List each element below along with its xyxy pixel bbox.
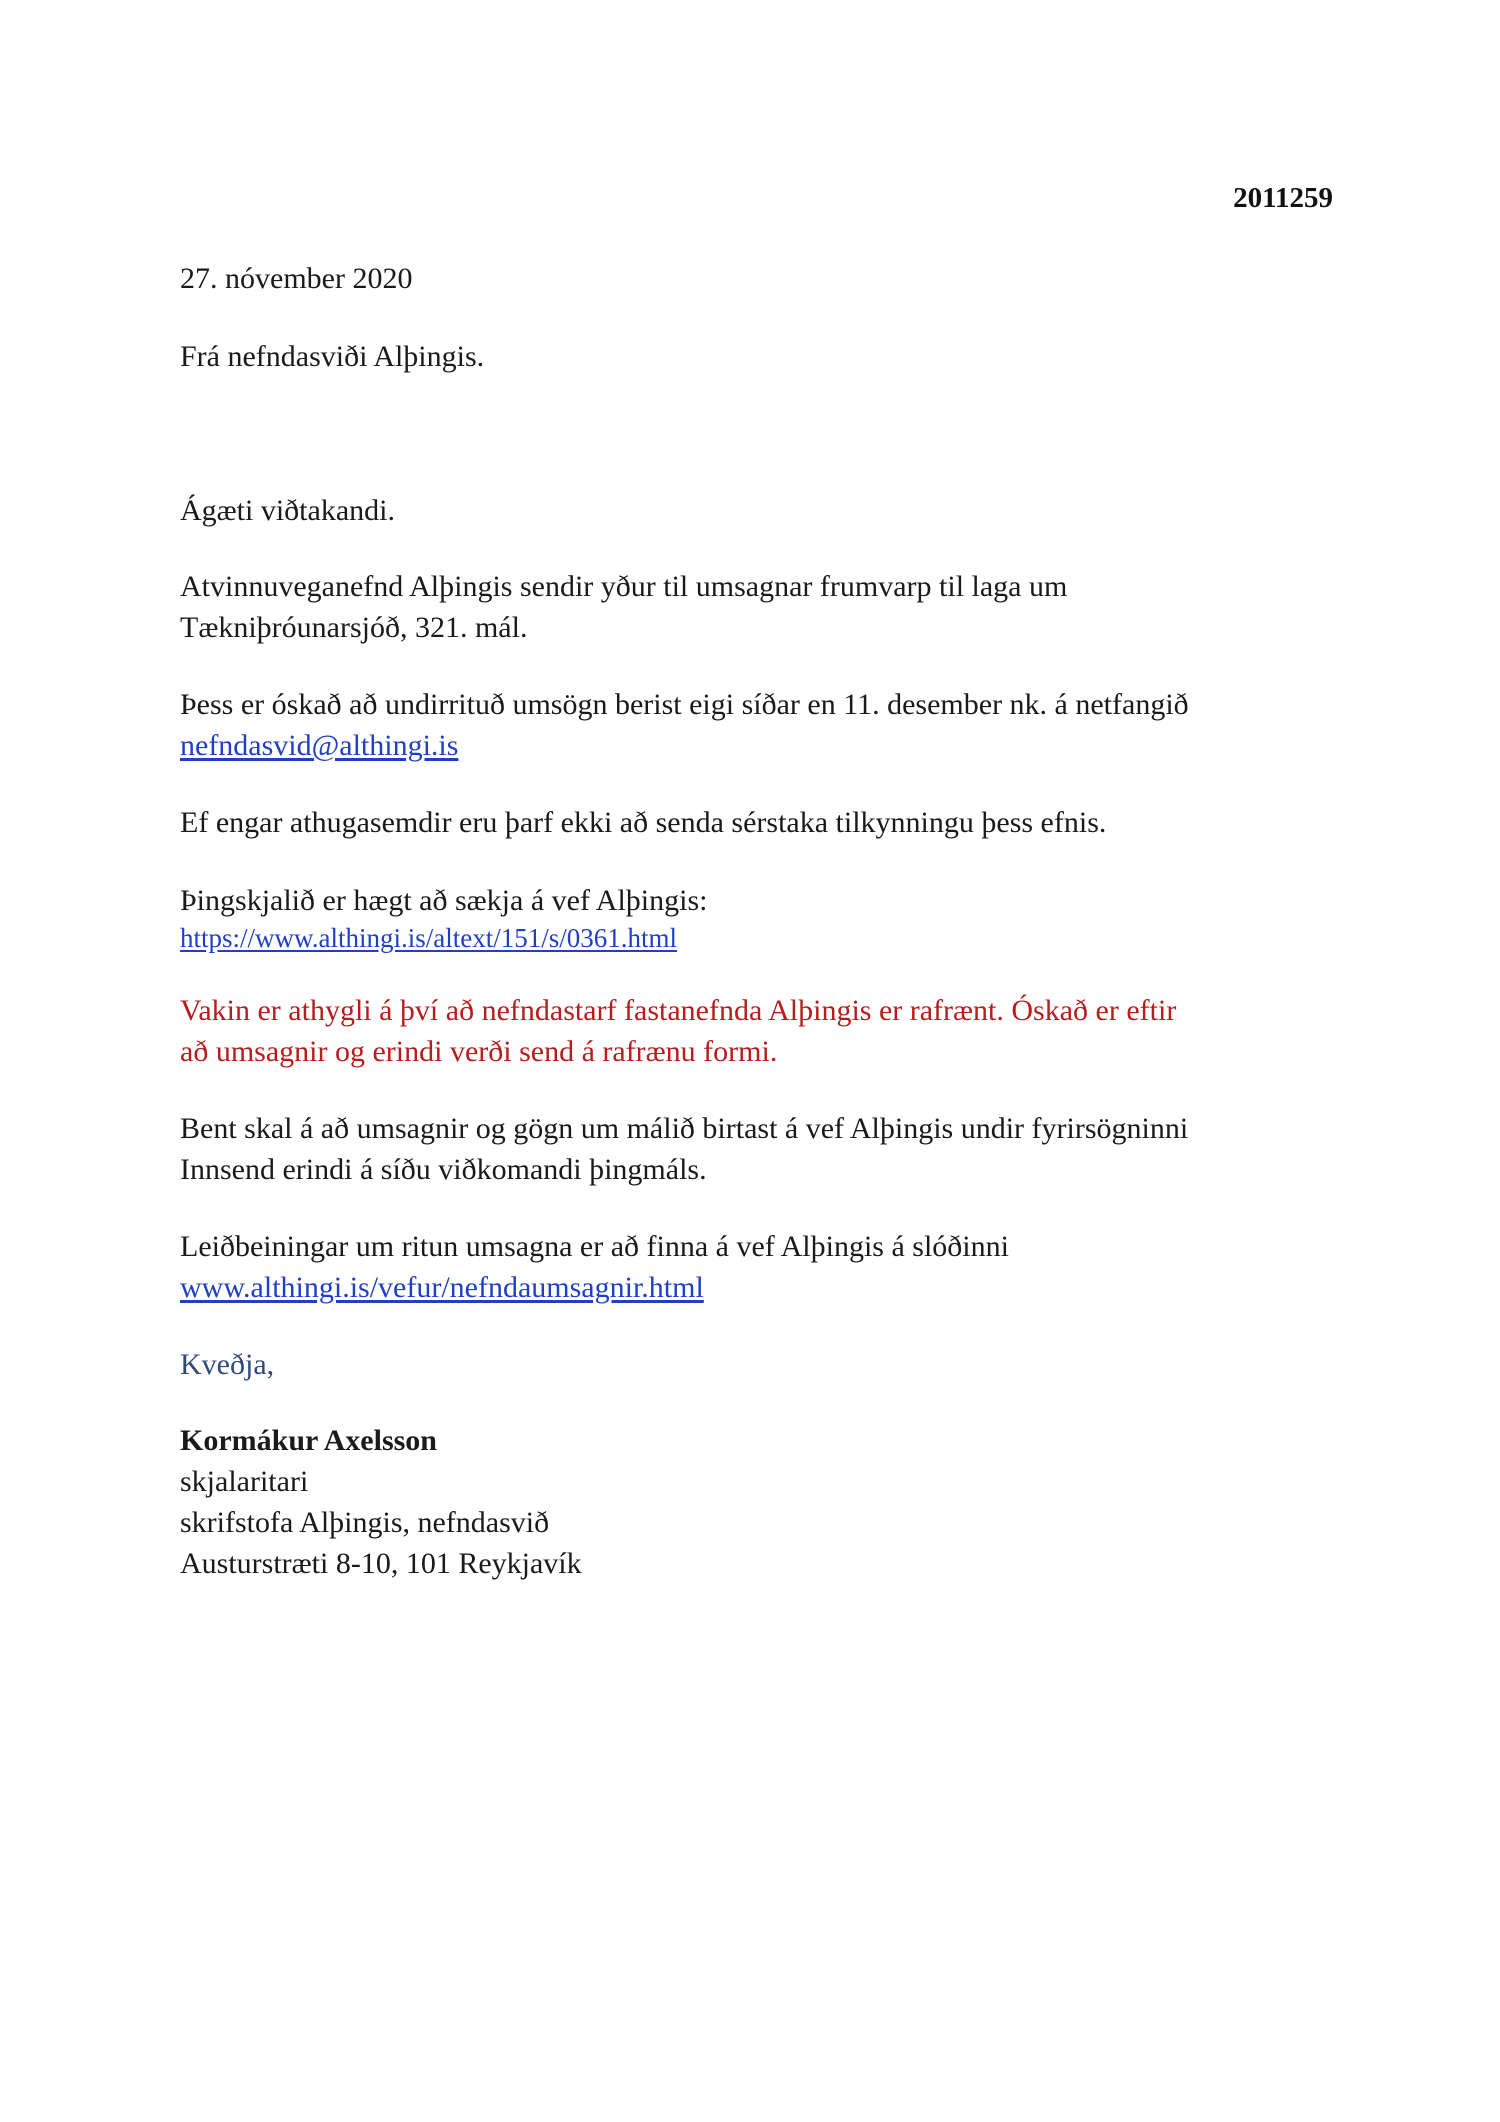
signature-title: skjalaritari — [180, 1465, 309, 1498]
paragraph-deadline-line-1: Þess er óskað að undirrituð umsögn berist eigi síðar en 11. desember nk. á netfangið — [180, 688, 1189, 721]
paragraph-request-line-2: Tækniþróunarsjóð, 321. mál. — [180, 611, 528, 644]
paragraph-no-comments: Ef engar athugasemdir eru þarf ekki að senda sérstaka tilkynningu þess efnis. — [180, 806, 1107, 839]
reference-number: 2011259 — [1233, 182, 1333, 214]
guidelines-link[interactable]: www.althingi.is/vefur/nefndaumsagnir.html — [180, 1271, 704, 1304]
paragraph-publication — [180, 1108, 1350, 1190]
paragraph-publication-line-2: Innsend erindi á síðu viðkomandi þingmáls. — [180, 1153, 707, 1186]
paragraph-document-source — [180, 880, 1350, 955]
electronic-notice — [180, 990, 1350, 1072]
email-link[interactable]: nefndasvid@althingi.is — [180, 729, 459, 762]
letter-sender: Frá nefndasviði Alþingis. — [180, 340, 485, 373]
salutation: Ágæti viðtakandi. — [180, 494, 395, 527]
paragraph-guidelines — [180, 1226, 1350, 1308]
electronic-notice-line-2: að umsagnir og erindi verði send á rafrænu formi. — [180, 1035, 778, 1068]
paragraph-guidelines-line-1: Leiðbeiningar um ritun umsagna er að finna á vef Alþingis á slóðinni — [180, 1230, 1009, 1263]
letter-date: 27. nóvember 2020 — [180, 262, 413, 295]
paragraph-deadline — [180, 684, 1350, 766]
paragraph-request — [180, 566, 1350, 648]
paragraph-request-line-1: Atvinnuveganefnd Alþingis sendir yður til umsagnar frumvarp til laga um — [180, 570, 1068, 603]
signature-name: Kormákur Axelsson — [180, 1424, 437, 1457]
document-url-link[interactable]: https://www.althingi.is/altext/151/s/0361.html — [180, 923, 677, 953]
electronic-notice-line-1: Vakin er athygli á því að nefndastarf fastanefnda Alþingis er rafrænt. Óskað er eftir — [180, 994, 1177, 1027]
paragraph-publication-line-1: Bent skal á að umsagnir og gögn um málið birtast á vef Alþingis undir fyrirsögninni — [180, 1112, 1189, 1145]
signature-office: skrifstofa Alþingis, nefndasvið — [180, 1506, 550, 1539]
signature-address: Austurstræti 8-10, 101 Reykjavík — [180, 1547, 582, 1580]
paragraph-document-source-line-1: Þingskjalið er hægt að sækja á vef Alþingis: — [180, 884, 708, 917]
signature-block — [180, 1420, 1350, 1584]
closing-greeting: Kveðja, — [180, 1348, 275, 1381]
